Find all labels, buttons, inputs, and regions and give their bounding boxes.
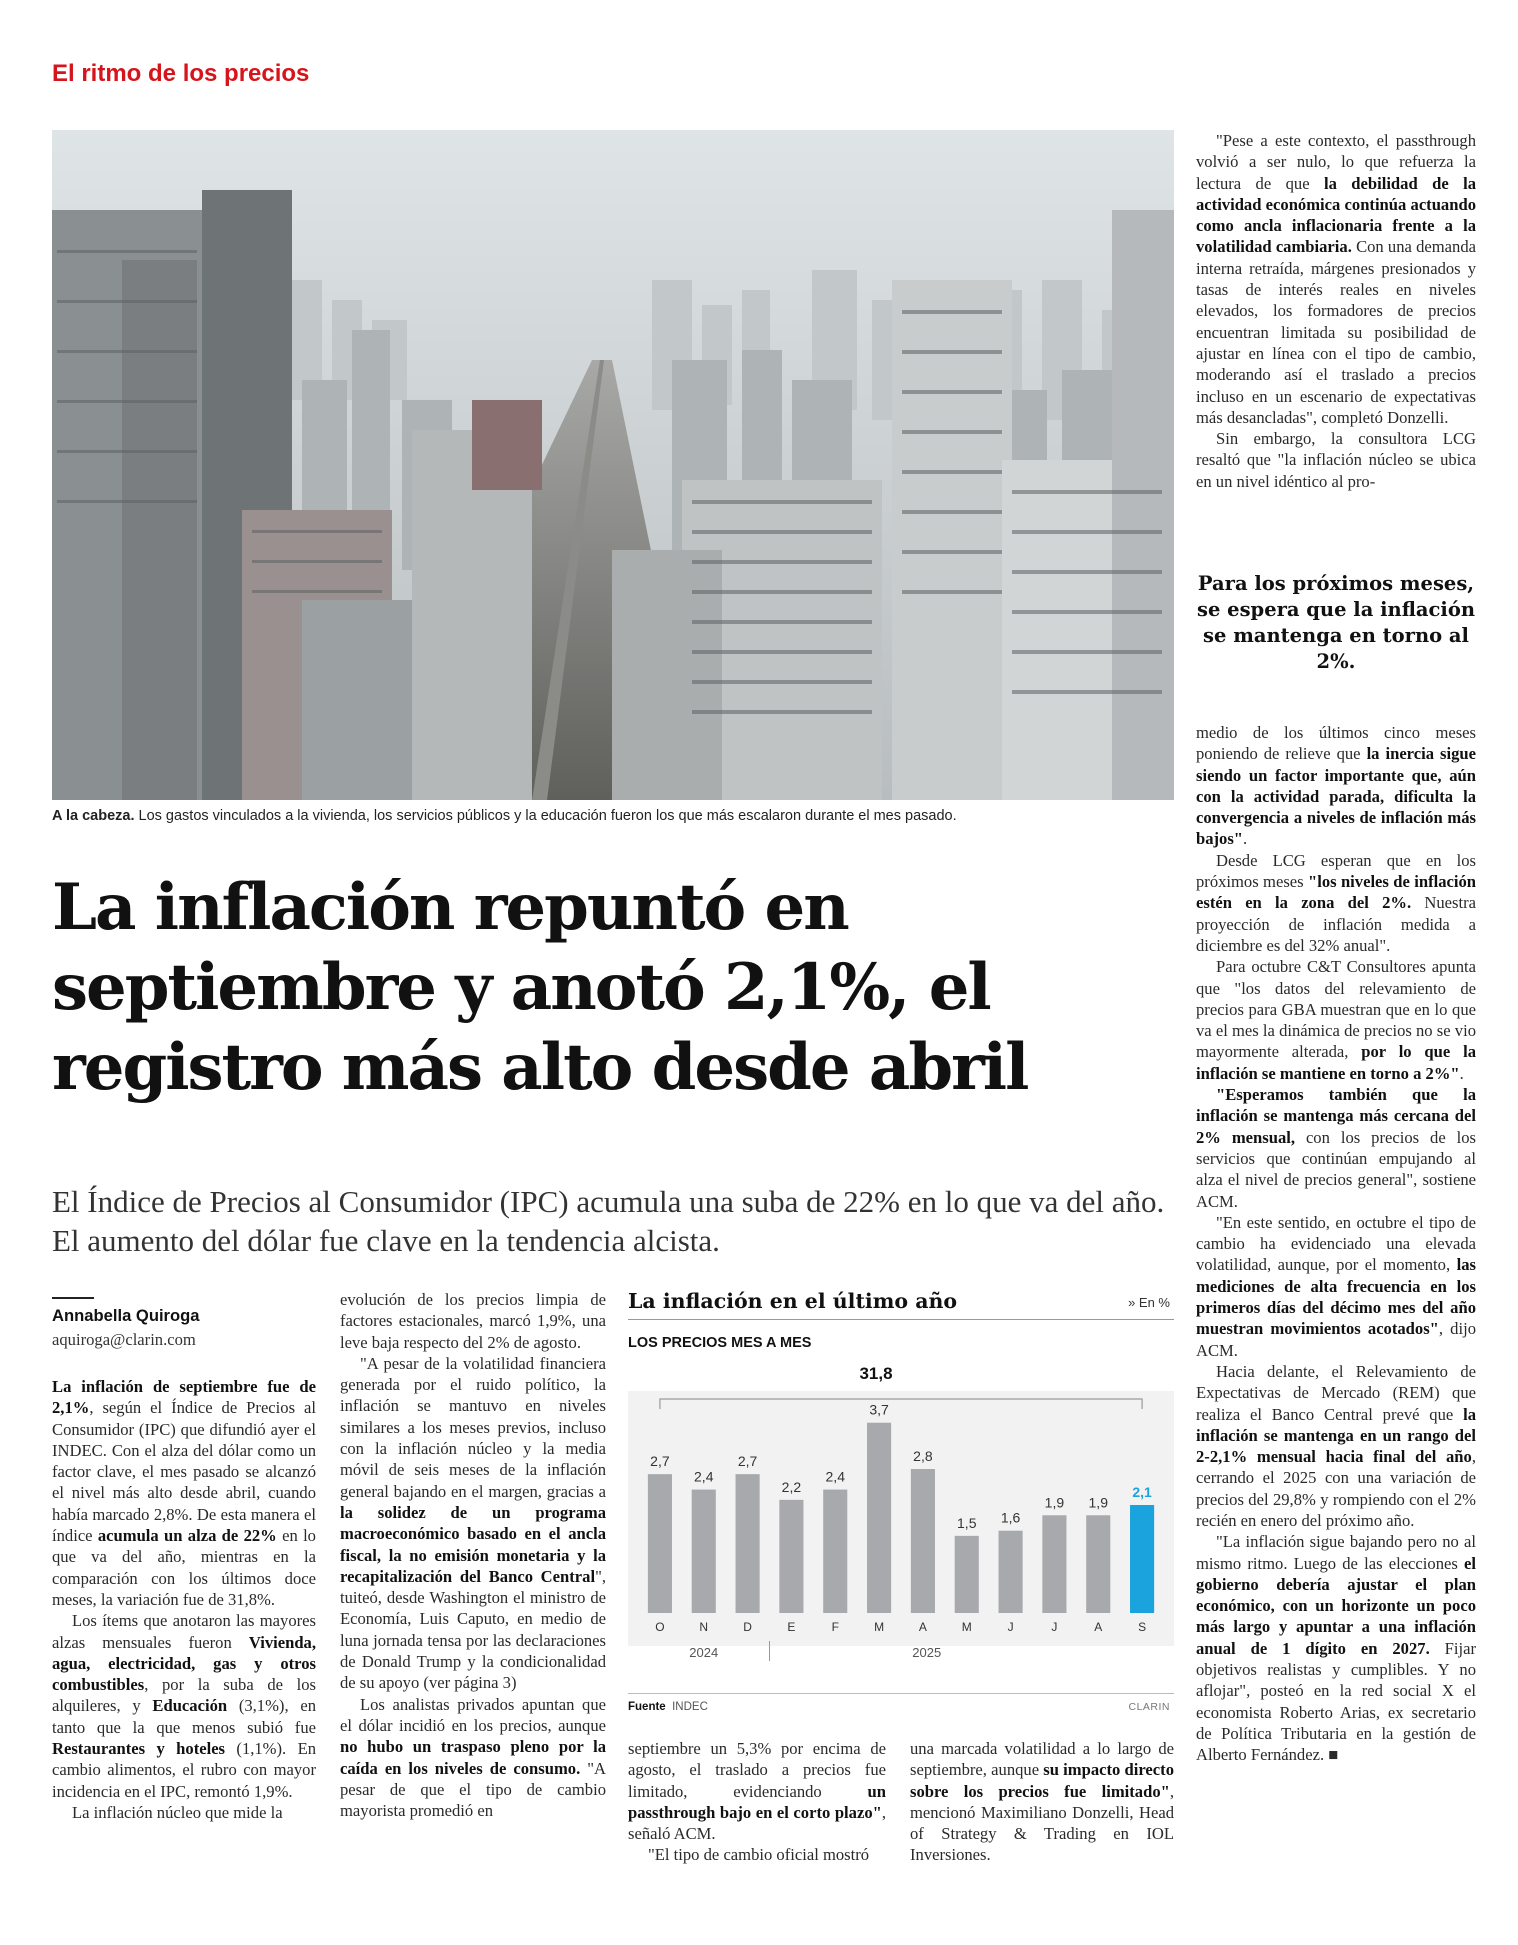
- bar-value-label: 1,9: [1044, 1494, 1065, 1511]
- chart-source-label: Fuente: [628, 1701, 666, 1713]
- paragraph: Para octubre C&T Consultores apunta que "los datos del relevamiento de precios para GBA muestran que en lo que va el mes la dinámica de precios no se vio mayormente alterada, por lo que la inflación se mantiene en torno a 2%".: [1196, 957, 1476, 1083]
- paragraph: Los analistas privados apuntan que el dólar incidió en los precios, aunque no hubo un traspaso pleno por la caída en los niveles de consumo. "A pesar de que el tipo de cambio mayorista promedió en: [340, 1694, 607, 1821]
- category-tick-label: A: [1094, 1620, 1103, 1634]
- paragraph: "El tipo de cambio oficial mostró: [648, 1845, 870, 1865]
- chart-footer-divider: [628, 1693, 1174, 1694]
- inflation-chart: [628, 1289, 1174, 1719]
- section-label: El ritmo de los precios: [52, 60, 310, 87]
- category-tick-label: D: [743, 1620, 752, 1634]
- bar-value-label: 2,7: [737, 1453, 758, 1470]
- headline-line-1: La inflación repuntó en: [52, 870, 848, 945]
- paragraph: "En este sentido, en octubre el tipo de cambio ha evidenciado una elevada volatilidad, aunque, por el momento, las mediciones de alta frecuencia en los primeros días del décimo mes del año muestran movimientos acotados", dijo ACM.: [1196, 1212, 1476, 1360]
- chart-divider: [628, 1319, 1174, 1320]
- category-tick-label: N: [699, 1620, 709, 1634]
- cumulative-label: 31,8: [859, 1364, 893, 1383]
- chart-source-name: INDEC: [672, 1701, 708, 1713]
- paragraph: "Pese a este contexto, el passthrough volvió a ser nulo, lo que refuerza la lectura de que la debilidad de la actividad económica continúa actuando como ancla inflacionaria frente a la volatilidad cambiaria. Con una demanda interna retraída, márgenes presionados y tasas de interés reales en niveles elevados, los formadores de precios encuentran limitada su posibilidad de ajustar en línea con el tipo de cambio, moderando así el traslado a precios incluso en un escenario de expectativas más desancladas", completó Donzelli.: [1196, 131, 1476, 427]
- chart-credit: CLARIN: [1128, 1701, 1170, 1713]
- category-tick-label: E: [787, 1620, 796, 1634]
- paragraph: una marcada volatilidad a lo largo de septiembre, aunque su impacto directo sobre los precios fue limitado", mencionó Maximiliano Donzelli, Head of Strategy & Trading en IOL Inversiones.: [910, 1739, 1174, 1865]
- chart-bar: [1086, 1515, 1110, 1613]
- category-tick-label: F: [831, 1620, 839, 1634]
- category-tick-label: M: [961, 1620, 972, 1634]
- chart-bar: [648, 1474, 672, 1613]
- bar-value-label: 2,1: [1132, 1484, 1152, 1500]
- paragraph: La inflación de septiembre fue de 2,1%, según el Índice de Precios al Consumidor (IPC) que difundió ayer el INDEC. Con el alza del dólar como un factor clave, el mes pasado se alcanzó el nivel más alto desde abril, cuando había marcado 2,8%. De esta manera el índice acumula un alza de 22% en lo que va del año, mientras en la comparación con los últimos doce meses, la variación fue de 31,8%.: [52, 1377, 316, 1609]
- paragraph: "A pesar de la volatilidad financiera generada por el ruido político, la inflación se mantuvo en niveles similares a los meses previos, incluso con la inflación núcleo y la media móvil de seis meses de la inflación general bajando en el margen, gracias a la solidez de un programa macroeconómico basado en el ancla fiscal, la no emisión monetaria y la recapitalización del Banco Central", tuiteó, desde Washington el ministro de Economía, Luis Caputo, en medio de luna jornada tensa por las declaraciones de Donald Trump y la condicionalidad de su apoyo (ver página 3): [340, 1353, 606, 1693]
- paragraph: Sin embargo, la consultora LCG resaltó que "la inflación núcleo se ubica en un nivel idéntico al pro-: [1196, 429, 1476, 491]
- byline-email[interactable]: aquiroga@clarin.com: [52, 1330, 196, 1349]
- paragraph: "Esperamos también que la inflación se mantenga más cercana del 2% mensual, con los precios de los servicios que continúan empujando al alza el nivel de precios general", sostiene ACM.: [1196, 1085, 1476, 1211]
- year-label: 2024: [689, 1645, 719, 1660]
- paragraph: Los ítems que anotaron las mayores alzas mensuales fueron Vivienda, agua, electricidad, gas y otros combustibles, por la suba de los alquileres, y Educación (3,1%), en tanto que la que menos subió fue Restaurantes y hoteles (1,1%). En cambio alimentos, el rubro con mayor incidencia en el IPC, remontó 1,9%.: [52, 1611, 317, 1801]
- byline-name: Annabella Quiroga: [52, 1306, 200, 1325]
- city-photo: [52, 130, 1174, 800]
- bar-value-label: 3,7: [869, 1401, 889, 1418]
- category-tick-label: J: [1007, 1620, 1014, 1634]
- bar-value-label: 2,4: [825, 1468, 845, 1485]
- category-tick-label: S: [1138, 1620, 1147, 1634]
- chart-bar: [823, 1490, 847, 1613]
- headline-line-2: septiembre y anotó 2,1%, el: [52, 950, 990, 1025]
- chart-bar: [999, 1531, 1023, 1613]
- byline-rule: [52, 1297, 94, 1299]
- headline: [52, 868, 1182, 1108]
- article-column-2: [340, 1289, 606, 1821]
- chart-bar: [779, 1500, 803, 1613]
- paragraph: Hacia delante, el Relevamiento de Expectativas de Mercado (REM) que realiza el Banco Central prevé que la inflación se mantenga en un rango del 2-2,1% mensual hacia final del año, cerrando el 2025 con una variación de precios del 29,8% y rompiendo con el 2% recién en enero del próximo año.: [1196, 1361, 1476, 1530]
- chart-bar: [1042, 1515, 1066, 1613]
- paragraph: medio de los últimos cinco meses poniendo de relieve que la inercia sigue siendo un factor importante que, aún con la actividad parada, dificulta la convergencia a niveles de inflación más bajos".: [1196, 723, 1476, 849]
- category-tick-label: J: [1051, 1620, 1058, 1634]
- caption-label: A la cabeza.: [52, 808, 135, 824]
- bar-value-label: 1,6: [1000, 1509, 1021, 1526]
- chart-bar: [736, 1474, 760, 1613]
- chart-bar: [955, 1536, 979, 1613]
- chart-title: La inflación en el último año: [628, 1289, 958, 1313]
- article-column-5-top: [1196, 130, 1476, 492]
- chart-source: [628, 1701, 708, 1713]
- paragraph: La inflación núcleo que mide la: [72, 1802, 283, 1822]
- deck: El Índice de Precios al Consumidor (IPC) acumula una suba de 22% en lo que va del año. El aumento del dólar fue clave en la tendencia alcista.: [52, 1184, 1165, 1258]
- chart-subtitle: LOS PRECIOS MES A MES: [628, 1335, 812, 1351]
- article-column-4: [910, 1738, 1174, 1866]
- paragraph: "La inflación sigue bajando pero no al mismo ritmo. Luego de las elecciones el gobierno debería ajustar el plan económico, con un horizonte un poco más largo y apuntar a una inflación anual de 1 dígito en 2027. Fijar objetivos realistas y cumplibles. Y no aflojar", posteó en la red social X el economista Roberto Arias, ex secretario de Política Tributaria en la gestión de Alberto Fernández. ■: [1196, 1532, 1476, 1765]
- chart-bar: [1130, 1505, 1154, 1613]
- bar-value-label: 2,2: [781, 1478, 802, 1495]
- category-tick-label: M: [874, 1620, 885, 1634]
- bar-value-label: 1,9: [1088, 1494, 1108, 1511]
- bar-value-label: 2,4: [694, 1468, 714, 1485]
- chart-bar: [911, 1469, 935, 1613]
- city-skyline-image: [52, 130, 1174, 800]
- chart-unit: » En %: [1128, 1295, 1170, 1310]
- headline-line-3: registro más alto desde abril: [52, 1030, 1028, 1105]
- article-column-1: [52, 1376, 316, 1823]
- bar-value-label: 1,5: [957, 1514, 977, 1531]
- article-column-5-bottom: [1196, 722, 1476, 1766]
- paragraph: evolución de los precios limpia de factores estacionales, marcó 1,9%, una leve baja respecto del 2% de agosto.: [340, 1290, 606, 1352]
- category-tick-label: O: [655, 1620, 665, 1634]
- bar-value-label: 2,7: [650, 1453, 670, 1470]
- category-tick-label: A: [918, 1620, 927, 1634]
- paragraph: Desde LCG esperan que en los próximos meses "los niveles de inflación estén en la zona del 2%. Nuestra proyección de inflación medida a diciembre es del 32% anual".: [1196, 850, 1476, 955]
- chart-plot: [628, 1351, 1174, 1683]
- chart-bar: [867, 1423, 891, 1613]
- pull-quote: Para los próximos meses, se espera que la inflación se mantenga en torno al 2%.: [1197, 572, 1475, 673]
- year-label: 2025: [912, 1645, 942, 1660]
- photo-caption: [52, 808, 1174, 824]
- chart-bar: [692, 1490, 716, 1613]
- bar-value-label: 2,8: [913, 1448, 933, 1464]
- caption-text: Los gastos vinculados a la vivienda, los servicios públicos y la educación fueron los que más escalaron durante el mes pasado.: [134, 808, 957, 824]
- article-column-3: [628, 1738, 886, 1866]
- paragraph: septiembre un 5,3% por encima de agosto, el traslado a precios fue limitado, evidenciando un passthrough bajo en el corto plazo", señaló ACM.: [628, 1739, 886, 1844]
